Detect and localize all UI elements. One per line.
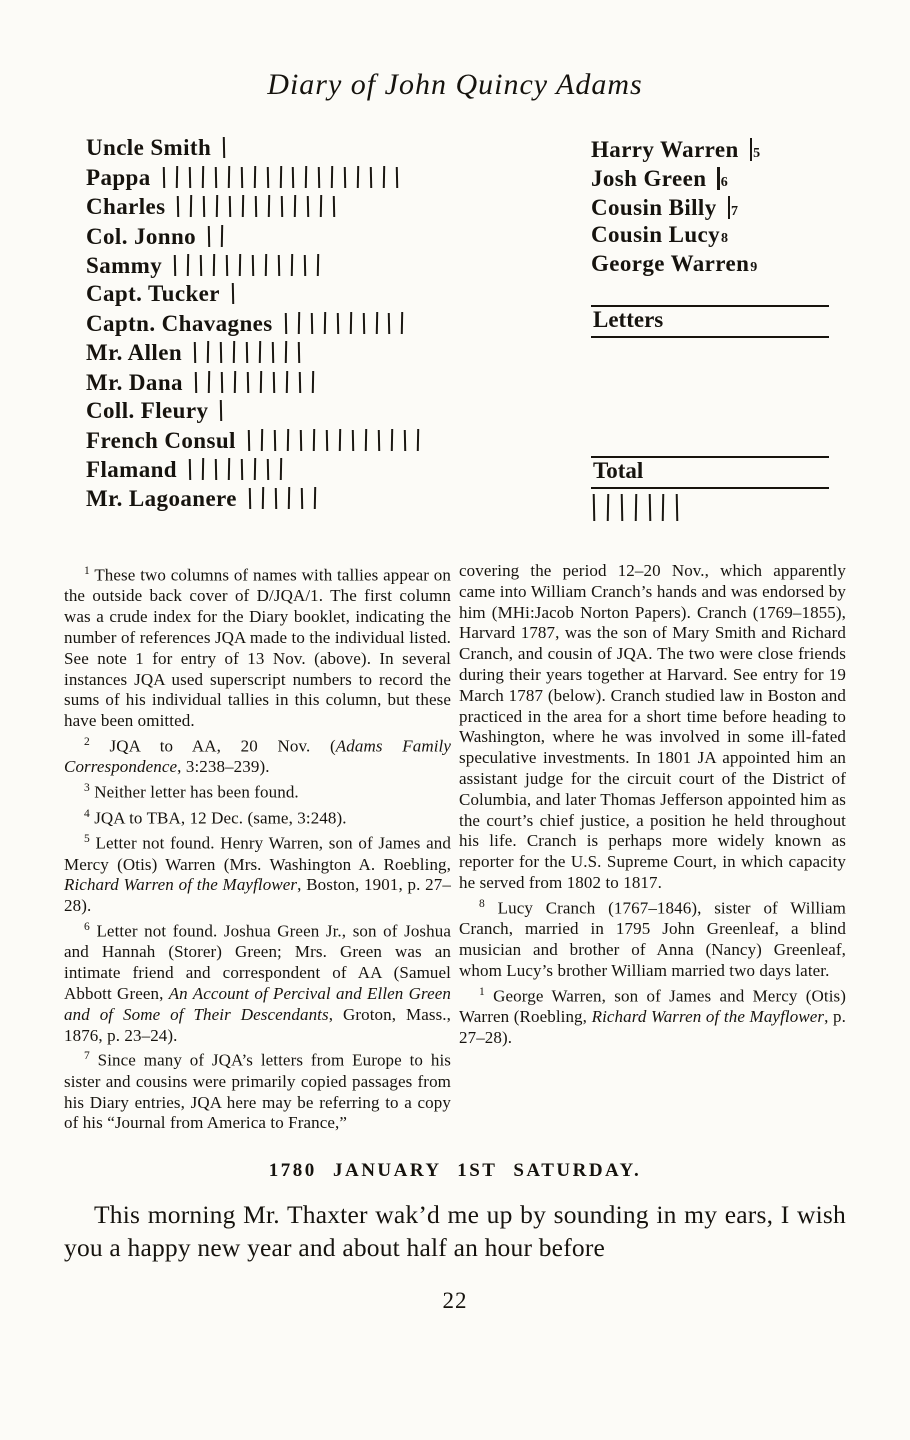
tally-name: Flamand	[86, 457, 177, 483]
tally-mark	[307, 196, 310, 217]
total-section	[591, 456, 829, 489]
tally-mark	[750, 138, 752, 161]
footnote-marker: 2	[84, 735, 90, 748]
tally-mark	[375, 312, 378, 334]
tally-mark	[416, 429, 419, 451]
tally-mark	[247, 371, 250, 392]
tally-mark	[177, 196, 180, 217]
tally-mark	[195, 371, 198, 392]
entry-date-heading: 1780 JANUARY 1ST SATURDAY.	[268, 1160, 642, 1182]
footnote-text: Adams Family Correspondence	[64, 736, 451, 777]
tally-mark	[344, 167, 347, 188]
tally-mark	[301, 488, 304, 509]
tally-mark	[320, 195, 323, 217]
tally-row	[86, 222, 564, 251]
tally-mark	[259, 341, 262, 363]
tally-row	[591, 134, 829, 163]
tally-mark	[278, 255, 281, 276]
footnote	[64, 1046, 451, 1134]
footnote-text: Lucy Cranch (1767–1846), sister of William Cranch, married in 1795 John Greenleaf, a blind musician and brother of Anna (Nancy) Greenleaf, whom Lucy’s brother William married two days later.	[459, 898, 846, 980]
footnote-marker: 4	[84, 807, 90, 820]
tally-mark	[200, 255, 203, 276]
tally-name: Harry Warren	[591, 137, 739, 162]
footnote-marker: 5	[84, 833, 90, 846]
footnote	[459, 982, 846, 1049]
tally-mark	[333, 196, 336, 217]
page-number: 22	[442, 1288, 468, 1314]
tally-mark	[305, 166, 308, 188]
footnote-marker: 3	[84, 782, 90, 795]
tally-mark	[188, 167, 191, 188]
footnote-text: JQA to AA, 20 Nov. (	[109, 736, 336, 756]
tally-mark	[377, 430, 380, 451]
tally-mark	[229, 196, 232, 217]
tally-mark	[634, 494, 637, 521]
tally-name: Col. Jonno	[86, 223, 197, 249]
tally-mark	[728, 196, 730, 219]
tally-row	[86, 484, 564, 513]
footnote-text: Since many of JQA’s letters from Europe to his sister and cousins were primarily copied passages from his Diary entries, JQA here may be referring to a copy of his “Journal from America to France,”	[64, 1051, 451, 1133]
tally-superscript: 8	[721, 230, 729, 246]
tally-name: Mr. Dana	[86, 369, 183, 395]
footnote-text: , p. 27–28).	[459, 1006, 846, 1047]
tally-superscript: 7	[731, 204, 738, 220]
tally-mark	[203, 196, 206, 217]
footnote-text: Richard Warren of the Mayflower	[591, 1006, 825, 1026]
footnote-marker: 7	[84, 1050, 90, 1063]
tally-mark	[187, 254, 190, 276]
tally-mark	[266, 167, 269, 188]
tally-mark	[241, 459, 244, 480]
tally-name: Josh Green	[591, 166, 707, 192]
tally-mark	[214, 167, 217, 188]
tally-mark	[261, 429, 264, 451]
footnote	[64, 829, 451, 917]
tally-mark	[162, 167, 165, 188]
letters-section	[591, 305, 829, 338]
tally-row	[591, 251, 829, 280]
footnote-text: Richard Warren of the Mayflower	[64, 875, 298, 895]
footnote	[64, 917, 451, 1046]
tally-mark	[232, 283, 235, 304]
tally-mark	[248, 430, 251, 451]
tally-name: French Consul	[86, 427, 236, 453]
tally-row	[86, 455, 564, 484]
tally-mark	[265, 254, 268, 276]
footnote	[459, 561, 846, 894]
tally-name: Sammy	[86, 252, 163, 278]
tally-row	[86, 368, 564, 397]
footnote-text: Letter not found. Henry Warren, son of James and Mercy (Otis) Warren (Mrs. Washington A. Roebling,	[64, 833, 451, 874]
tally-mark	[220, 342, 223, 363]
footnote	[459, 894, 846, 982]
tally-table	[64, 134, 846, 521]
tally-mark	[202, 458, 205, 480]
tally-mark	[239, 254, 242, 276]
tally-mark	[284, 313, 287, 334]
tally-mark	[299, 371, 302, 392]
tally-marks	[249, 487, 327, 509]
tally-name: Mr. Allen	[86, 340, 183, 366]
footnote-text: Letter not found. Joshua Green Jr., son of Joshua and Hannah (Storer) Green; Mrs. Green was an intimate friend and correspondent of AA (Samuel Abbott Green,	[64, 921, 451, 1004]
tally-name: Cousin Lucy	[591, 221, 721, 247]
footnote	[64, 778, 451, 803]
tally-mark	[313, 429, 316, 451]
footnote-text: , Groton, Mass., 1876, p. 23–24).	[64, 1004, 451, 1045]
page-title: Diary of John Quincy Adams	[267, 68, 643, 101]
tally-mark	[234, 370, 237, 392]
tally-mark	[208, 226, 211, 247]
total-label: Total	[593, 457, 644, 483]
footnote-text: , 3:238–239).	[177, 757, 270, 777]
letters-label: Letters	[593, 306, 664, 332]
tally-mark	[339, 429, 342, 451]
footnote	[64, 561, 451, 732]
footnote-text: These two columns of names with tallies appear on the outside back cover of D/JQA/1. The first column was a crude index for the Diary booklet, indicating the number of references JQA made to the individual listed. See note 1 for entry of 13 Nov. (above). In several instances JQA used superscript numbers to record the sums of his individual tallies in this column, but these have been omitted.	[64, 565, 451, 731]
tally-mark	[240, 167, 243, 188]
tally-marks	[248, 429, 430, 451]
tally-row	[591, 222, 829, 251]
tally-mark	[292, 167, 295, 188]
tally-name: Charles	[86, 194, 166, 220]
tally-marks	[189, 458, 293, 480]
tally-marks	[177, 195, 346, 217]
tally-mark	[370, 167, 373, 188]
footnote-column-left	[64, 561, 451, 1134]
tally-marks	[194, 341, 311, 363]
tally-column-left	[86, 134, 564, 521]
tally-mark	[227, 166, 230, 188]
tally-mark	[207, 341, 210, 363]
tally-marks	[195, 371, 325, 393]
tally-mark	[291, 254, 294, 276]
tally-mark	[288, 487, 291, 509]
tally-mark	[252, 255, 255, 276]
tally-name: Mr. Lagoanere	[86, 486, 237, 512]
tally-mark	[221, 225, 224, 247]
tally-name: George Warren	[591, 250, 750, 276]
tally-mark	[260, 370, 263, 392]
tally-mark	[201, 166, 204, 188]
tally-mark	[401, 312, 404, 334]
tally-mark	[194, 342, 197, 363]
tally-mark	[300, 430, 303, 451]
tally-mark	[275, 488, 278, 509]
tally-mark	[280, 458, 283, 480]
footnote-column-right	[459, 561, 846, 1134]
tally-superscript: 5	[753, 146, 761, 161]
tally-marks	[163, 166, 410, 188]
tally-row	[591, 163, 829, 192]
tally-mark	[357, 166, 360, 188]
entry-text: This morning Mr. Thaxter wak’d me up by sounding in my ears, I wish you a happy new year and about half an hour before	[64, 1200, 846, 1263]
tally-mark	[262, 487, 265, 509]
tally-mark	[255, 196, 258, 217]
tally-mark	[268, 195, 271, 217]
tally-mark	[220, 400, 223, 421]
tally-row	[86, 134, 564, 163]
footnote-marker: 1	[479, 985, 485, 998]
tally-mark	[362, 313, 365, 334]
tally-row	[86, 338, 564, 367]
tally-marks	[285, 312, 415, 334]
tally-mark	[279, 166, 282, 188]
tally-mark	[317, 254, 320, 276]
footnote-text: , Boston, 1901, p. 27–28).	[64, 875, 451, 916]
tally-mark	[223, 137, 226, 158]
tally-mark	[294, 195, 297, 217]
tally-mark	[351, 430, 354, 451]
total-tallies	[591, 494, 829, 521]
footnote-text: covering the period 12–20 Nov., which apparently came into William Cranch’s hands and was endorsed by him (MHi:Jacob Norton Papers). Cranch (1769–1855), Harvard 1787, was the son of Mary Smith and Richard Cranch, and cousin of JQA. The two were close friends during their years together at Harvard. See entry for 19 March 1787 (below). Cranch studied law in Boston and practiced in the area for a short time before heading to Washington, where he was involved in some ill-fated speculative investments. In 1801 JA appointed him an assistant judge for the circuit court of the District of Columbia, and later Thomas Jefferson appointed him as the court’s chief justice, a position he held throughout his life. Cranch is perhaps more widely known as reporter for the U.S. Supreme Court, in which capacity he served from 1802 to 1817.	[459, 560, 846, 892]
tally-mark	[246, 342, 249, 363]
tally-mark	[253, 166, 256, 188]
tally-marks	[220, 400, 233, 421]
tally-mark	[249, 488, 252, 509]
tally-name: Coll. Fleury	[86, 397, 209, 423]
tally-mark	[267, 459, 270, 480]
tally-marks	[208, 225, 234, 247]
tally-mark	[318, 167, 321, 188]
footnote-text: George Warren, son of James and Mercy (Otis) Warren (Roebling,	[459, 986, 846, 1026]
tally-mark	[662, 494, 665, 521]
tally-mark	[233, 341, 236, 363]
footnote-text: An Account of Percival and Ellen Green and of Some of Their Descendants	[64, 984, 451, 1024]
tally-name: Uncle Smith	[86, 135, 212, 160]
tally-mark	[208, 370, 211, 392]
tally-mark	[226, 255, 229, 276]
tally-mark	[228, 458, 231, 480]
tally-mark	[403, 430, 406, 451]
tally-mark	[281, 196, 284, 217]
tally-mark	[390, 429, 393, 451]
footnotes	[64, 561, 846, 1134]
tally-mark	[331, 166, 334, 188]
tally-mark	[593, 494, 596, 521]
tally-row	[86, 163, 564, 192]
tally-mark	[190, 195, 193, 217]
tally-mark	[312, 370, 315, 392]
tally-mark	[297, 312, 300, 334]
tally-mark	[648, 494, 651, 521]
tally-marks	[174, 254, 330, 276]
tally-mark	[304, 255, 307, 276]
tally-superscript: 9	[750, 259, 758, 275]
tally-mark	[364, 429, 367, 451]
tally-row	[86, 309, 564, 338]
tally-mark	[273, 371, 276, 392]
tally-row	[86, 280, 564, 309]
tally-row	[86, 397, 564, 426]
tally-mark	[287, 429, 290, 451]
tally-name: Cousin Billy	[591, 195, 717, 221]
tally-mark	[383, 166, 386, 188]
footnote	[64, 804, 451, 829]
tally-mark	[310, 313, 313, 334]
tally-superscript: 6	[720, 175, 728, 191]
tally-row	[591, 192, 829, 221]
tally-column-right	[591, 134, 829, 521]
tally-mark	[298, 342, 301, 363]
footnote-marker: 6	[84, 920, 90, 933]
tally-mark	[221, 371, 224, 392]
tally-mark	[336, 313, 339, 334]
footnote	[64, 732, 451, 778]
tally-mark	[607, 494, 610, 521]
tally-row	[86, 426, 564, 455]
tally-mark	[272, 342, 275, 363]
tally-mark	[676, 494, 679, 521]
tally-mark	[285, 341, 288, 363]
footnote-marker: 1	[84, 564, 90, 577]
footnote-text: Neither letter has been found.	[94, 782, 299, 802]
tally-mark	[189, 459, 192, 480]
tally-name: Pappa	[86, 165, 151, 191]
tally-mark	[174, 255, 177, 276]
tally-mark	[717, 167, 719, 190]
tally-mark	[213, 254, 216, 276]
tally-mark	[242, 195, 245, 217]
tally-mark	[314, 487, 317, 509]
tally-row	[86, 192, 564, 221]
tally-mark	[274, 430, 277, 451]
tally-name: Captn. Chavagnes	[86, 311, 273, 337]
tally-mark	[396, 167, 399, 188]
footnote-text: JQA to TBA, 12 Dec. (same, 3:248).	[94, 808, 347, 828]
tally-marks	[223, 137, 236, 158]
tally-name-list	[591, 134, 829, 280]
tally-mark	[254, 458, 257, 480]
tally-mark	[216, 195, 219, 217]
tally-mark	[326, 430, 329, 451]
tally-marks	[232, 283, 245, 304]
tally-mark	[323, 312, 326, 334]
tally-mark	[388, 313, 391, 334]
tally-mark	[175, 166, 178, 188]
tally-mark	[620, 494, 623, 521]
tally-row	[86, 251, 564, 280]
tally-mark	[349, 312, 352, 334]
tally-name: Capt. Tucker	[86, 280, 220, 306]
tally-mark	[215, 459, 218, 480]
footnote-marker: 8	[479, 897, 485, 910]
tally-mark	[286, 370, 289, 392]
